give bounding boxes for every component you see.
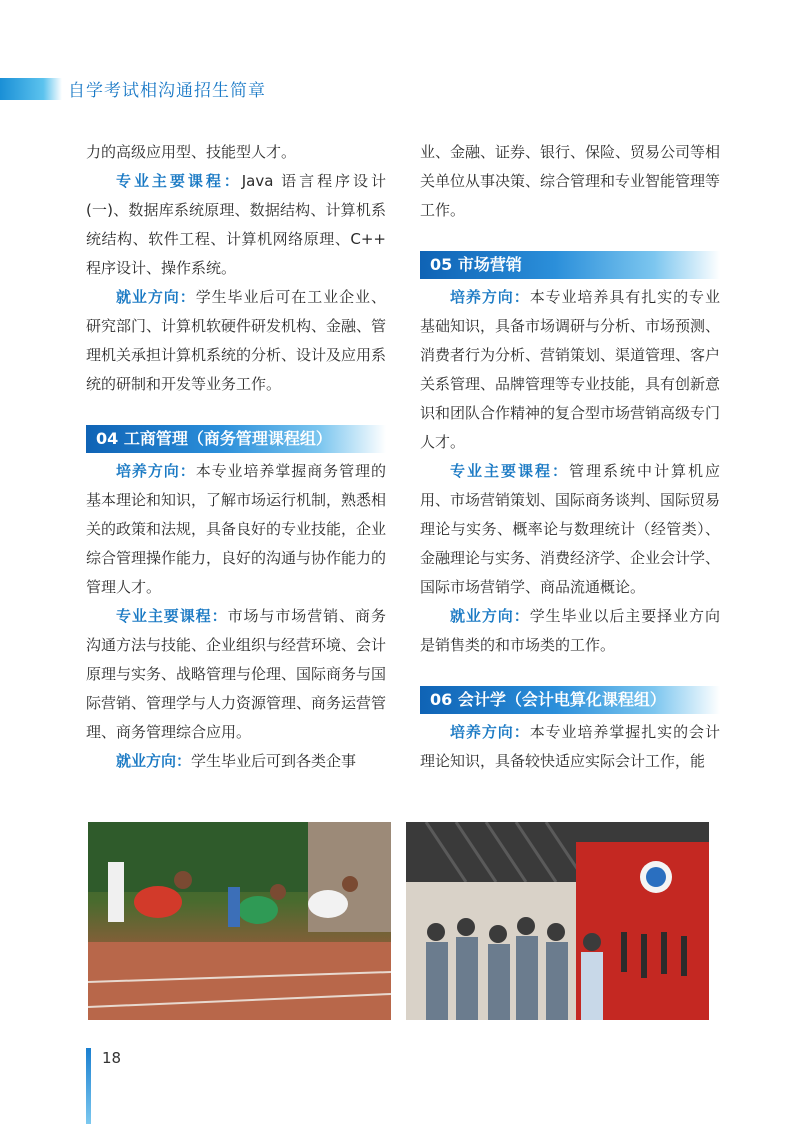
museum-visit-photo <box>406 822 709 1020</box>
sec04-courses-para <box>86 602 386 747</box>
employment-text: 学生毕业后可在工业企业、研究部门、计算机软硬件研发机构、金融、管理机关承担计算机系统的分析、设计及应用系统的研制和开发等业务工作。 <box>86 288 387 393</box>
employment-text: 学生毕业后可到各类企事 <box>191 752 357 770</box>
right-para-1: 业、金融、证券、银行、保险、贸易公司等相关单位从事决策、综合管理和专业智能管理等工作。 <box>420 143 721 219</box>
sec05-courses-para <box>420 457 720 602</box>
section-05-heading: 05 市场营销 <box>420 251 720 279</box>
section-06-heading: 06 会计学（会计电算化课程组） <box>420 686 720 714</box>
training-label: 培养方向： <box>116 462 196 480</box>
museum-visit-illustration <box>406 822 709 1020</box>
page-number: 18 <box>102 1049 122 1067</box>
section-04-heading: 04 工商管理（商务管理课程组） <box>86 425 386 453</box>
left-employment-para <box>86 283 386 399</box>
employment-text: 学生毕业以后主要择业方向是销售类的和市场类的工作。 <box>420 607 720 654</box>
courses-label: 专业主要课程： <box>116 607 228 625</box>
training-label: 培养方向： <box>450 288 530 306</box>
training-text: 本专业培养掌握扎实的会计理论知识，具备较快适应实际会计工作，能 <box>420 723 720 770</box>
training-text: 本专业培养具有扎实的专业基础知识，具备市场调研与分析、市场预测、消费者行为分析、营销策划、渠道管理、客户关系管理、品牌管理等专业技能，具有创新意识和团队合作精神的复合型市场营销高级专门人才。 <box>420 288 721 451</box>
courses-text: 市场与市场营销、商务沟通方法与技能、企业组织与经营环境、会计原理与实务、战略管理与伦理、国际商务与国际营销、管理学与人力资源管理、商务运营管理、商务管理综合应用。 <box>86 607 387 741</box>
courses-text: Java 语言程序设计(一)、数据库系统原理、数据结构、计算机系统结构、软件工程、计算机网络原理、C++ 程序设计、操作系统。 <box>86 172 386 277</box>
employment-label: 就业方向： <box>116 752 192 770</box>
footer-accent-bar <box>86 1048 91 1124</box>
sec05-employment-para <box>420 602 720 660</box>
courses-label: 专业主要课程： <box>450 462 569 480</box>
employment-label: 就业方向： <box>450 607 530 625</box>
sprint-race-illustration <box>88 822 391 1020</box>
courses-label: 专业主要课程： <box>116 172 242 190</box>
header-accent-bar <box>0 78 62 100</box>
training-text: 本专业培养掌握商务管理的基本理论和知识，了解市场运行机制，熟悉相关的政策和法规，具备良好的专业技能，企业综合管理操作能力，良好的沟通与协作能力的管理人才。 <box>86 462 387 596</box>
sec04-training-para <box>86 457 386 602</box>
right-column <box>420 138 720 776</box>
left-para-1: 力的高级应用型、技能型人才。 <box>86 143 297 161</box>
employment-label: 就业方向： <box>116 288 196 306</box>
sec06-training-para <box>420 718 720 776</box>
left-column <box>86 138 386 776</box>
header-title: 自学考试相沟通招生简章 <box>68 81 266 101</box>
courses-text: 管理系统中计算机应用、市场营销策划、国际商务谈判、国际贸易理论与实务、概率论与数理统计（经管类）、金融理论与实务、消费经济学、企业会计学、国际市场营销学、商品流通概论。 <box>420 462 721 596</box>
left-courses-para <box>86 167 386 283</box>
sprint-race-photo <box>88 822 391 1020</box>
sec04-employment-para <box>86 747 386 776</box>
sec05-training-para <box>420 283 720 457</box>
training-label: 培养方向： <box>450 723 530 741</box>
